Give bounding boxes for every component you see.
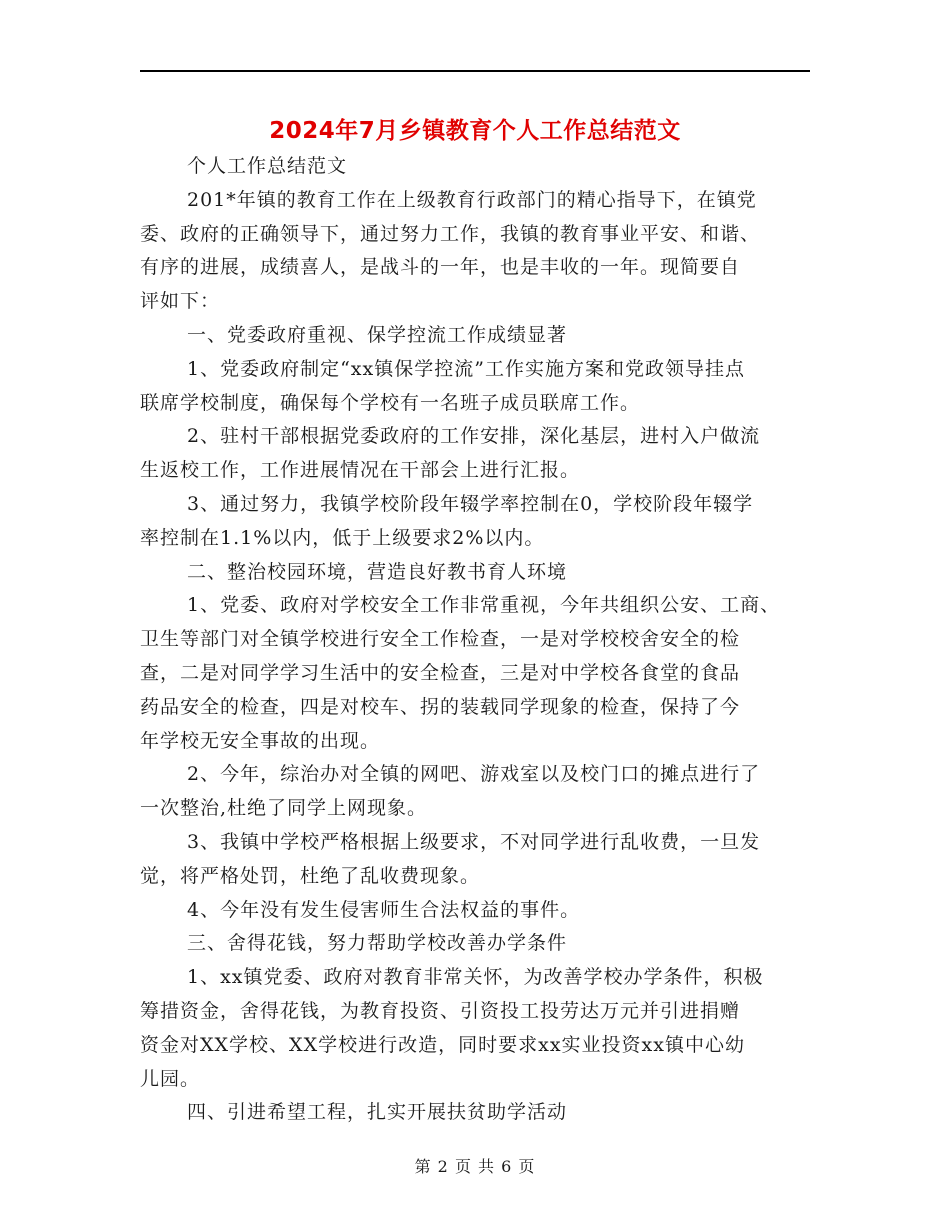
paragraph-line: 2、驻村干部根据党委政府的工作安排，深化基层，进村入户做流 xyxy=(187,425,761,448)
paragraph-line: 三、舍得花钱，努力帮助学校改善办学条件 xyxy=(187,932,568,955)
paragraph-line: 个人工作总结范文 xyxy=(187,155,348,177)
paragraph-line: 生返校工作，工作进展情况在干部会上进行汇报。 xyxy=(140,459,581,482)
paragraph-line: 资金对XX学校、XX学校进行改造，同时要求xx实业投资xx镇中心幼 xyxy=(140,1033,745,1056)
paragraph-line: 二、整治校园环境，营造良好教书育人环境 xyxy=(187,560,568,583)
paragraph-line: 3、通过努力，我镇学校阶段年辍学率控制在0，学校阶段年辍学 xyxy=(187,492,754,515)
paragraph-line: 儿园。 xyxy=(140,1067,201,1090)
paragraph-line: 率控制在1.1%以内，低于上级要求2%以内。 xyxy=(140,526,545,549)
paragraph-line: 一次整治,杜绝了同学上网现象。 xyxy=(140,797,428,820)
paragraph-line: 1、xx镇党委、政府对教育非常关怀，为改善学校办学条件，积极 xyxy=(187,966,764,989)
paragraph-line: 年学校无安全事故的出现。 xyxy=(140,729,381,752)
paragraph-line: 评如下： xyxy=(140,290,221,313)
paragraph-line: 1、党委政府制定“xx镇保学控流”工作实施方案和党政领导挂点 xyxy=(187,357,745,380)
paragraph-line: 一、党委政府重视、保学控流工作成绩显著 xyxy=(187,323,568,346)
paragraph-line: 1、党委、政府对学校安全工作非常重视，今年共组织公安、工商、 xyxy=(187,594,781,617)
header-rule xyxy=(140,70,810,72)
paragraph-line: 四、引进希望工程，扎实开展扶贫助学活动 xyxy=(187,1101,568,1124)
paragraph-line: 4、今年没有发生侵害师生合法权益的事件。 xyxy=(187,898,581,921)
paragraph-line: 觉，将严格处罚，杜绝了乱收费现象。 xyxy=(140,864,481,887)
document-title: 2024年7月乡镇教育个人工作总结范文 xyxy=(269,118,681,144)
paragraph-line: 有序的进展，成绩喜人，是战斗的一年，也是丰收的一年。现简要自 xyxy=(140,256,741,279)
paragraph-line: 2、今年，综治办对全镇的网吧、游戏室以及校门口的摊点进行了 xyxy=(187,763,761,786)
paragraph-line: 药品安全的检查，四是对校车、拐的装载同学现象的检查，保持了今 xyxy=(140,695,741,718)
paragraph-line: 委、政府的正确领导下，通过努力工作，我镇的教育事业平安、和谐、 xyxy=(140,222,761,245)
paragraph-line: 联席学校制度，确保每个学校有一名班子成员联席工作。 xyxy=(140,391,641,414)
page-footer xyxy=(0,1154,950,1177)
paragraph-line: 筹措资金，舍得花钱，为教育投资、引资投工投劳达万元并引进捐赠 xyxy=(140,999,741,1022)
document-body xyxy=(140,150,830,1130)
paragraph-line: 查，二是对同学学习生活中的安全检查，三是对中学校各食堂的食品 xyxy=(140,661,741,684)
paragraph-line: 201*年镇的教育工作在上级教育行政部门的精心指导下，在镇党 xyxy=(187,188,757,211)
page-number: 第 2 页 共 6 页 xyxy=(414,1157,536,1176)
paragraph-line: 3、我镇中学校严格根据上级要求，不对同学进行乱收费，一旦发 xyxy=(187,830,761,853)
paragraph-line: 卫生等部门对全镇学校进行安全工作检查，一是对学校校舍安全的检 xyxy=(140,628,741,651)
